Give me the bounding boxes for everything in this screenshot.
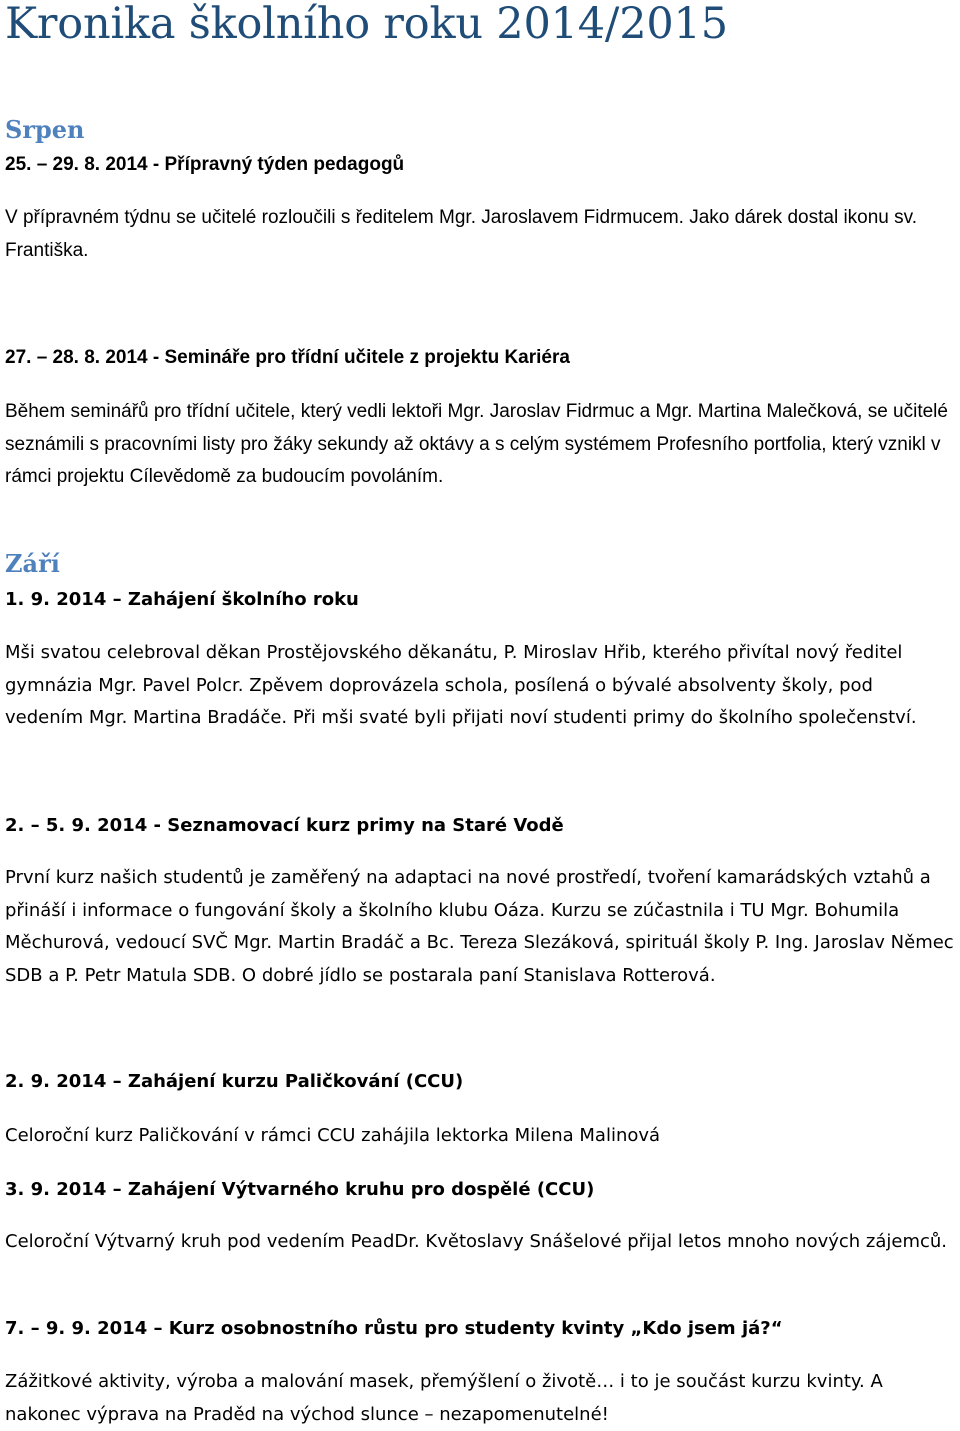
month-heading-august: Srpen [5,115,85,144]
event-text: Celoroční Výtvarný kruh pod vedením PeadDr. Květoslavy Snášelové přijal letos mnoho nových zájemců. [5,1231,948,1252]
event-text: Mši svatou celebroval děkan Prostějovského děkanátu, P. Miroslav Hřib, kterého přivítal nový ředitel gymnázia Mgr. Pavel Polcr. Zpěvem doprovázela schola, posílená o bývalé absolventy školy, pod vedením Mgr. Martina Bradáče. Při mši svaté byli přijati noví studenti primy do školního společenství. [5,642,917,728]
event-text: Během seminářů pro třídní učitele, který vedli lektoři Mgr. Jaroslav Fidrmuc a Mgr. Martina Malečková, se učitelé seznámili s pracovními listy pro žáky sekundy až oktávy a s celým systémem Profesního portfolia, který vznikl v rámci projektu Cílevědomě za budoucím povoláním. [5,401,948,487]
event-heading: 1. 9. 2014 – Zahájení školního roku [5,589,359,610]
document-title: Kronika školního roku 2014/2015 [5,0,728,49]
event-text: První kurz našich studentů je zaměřený na adaptaci na nové prostředí, tvoření kamarádských vztahů a přináší i informace o fungování školy a školního klubu Oáza. Kurzu se zúčastnila i TU Mgr. Bohumila Měchurová, vedoucí SVČ Mgr. Martin Bradáč a Bc. Tereza Slezáková, spirituál školy P. Ing. Jaroslav Němec SDB a P. Petr Matula SDB. O dobré jídlo se postarala paní Stanislava Rotterová. [5,867,954,986]
event-heading: 7. – 9. 9. 2014 – Kurz osobnostního růstu pro studenty kvinty „Kdo jsem já?“ [5,1318,783,1339]
event-heading: 3. 9. 2014 – Zahájení Výtvarného kruhu pro dospělé (CCU) [5,1179,595,1200]
event-heading: 25. – 29. 8. 2014 - Přípravný týden pedagogů [5,154,405,175]
month-heading-september: Září [5,549,60,578]
event-heading: 2. – 5. 9. 2014 - Seznamovací kurz primy na Staré Vodě [5,815,564,836]
event-text: Celoroční kurz Paličkování v rámci CCU zahájila lektorka Milena Malinová [5,1125,661,1146]
event-heading: 2. 9. 2014 – Zahájení kurzu Paličkování (CCU) [5,1071,464,1092]
event-text: Zážitkové aktivity, výroba a malování masek, přemýšlení o životě… i to je součást kurzu kvinty. A nakonec výprava na Praděd na východ slunce – nezapomenutelné! [5,1371,883,1425]
event-heading: 27. – 28. 8. 2014 - Semináře pro třídní učitele z projektu Kariéra [5,347,570,368]
event-text: V přípravném týdnu se učitelé rozloučili s ředitelem Mgr. Jaroslavem Fidrmucem. Jako dárek dostal ikonu sv. Františka. [5,207,918,261]
